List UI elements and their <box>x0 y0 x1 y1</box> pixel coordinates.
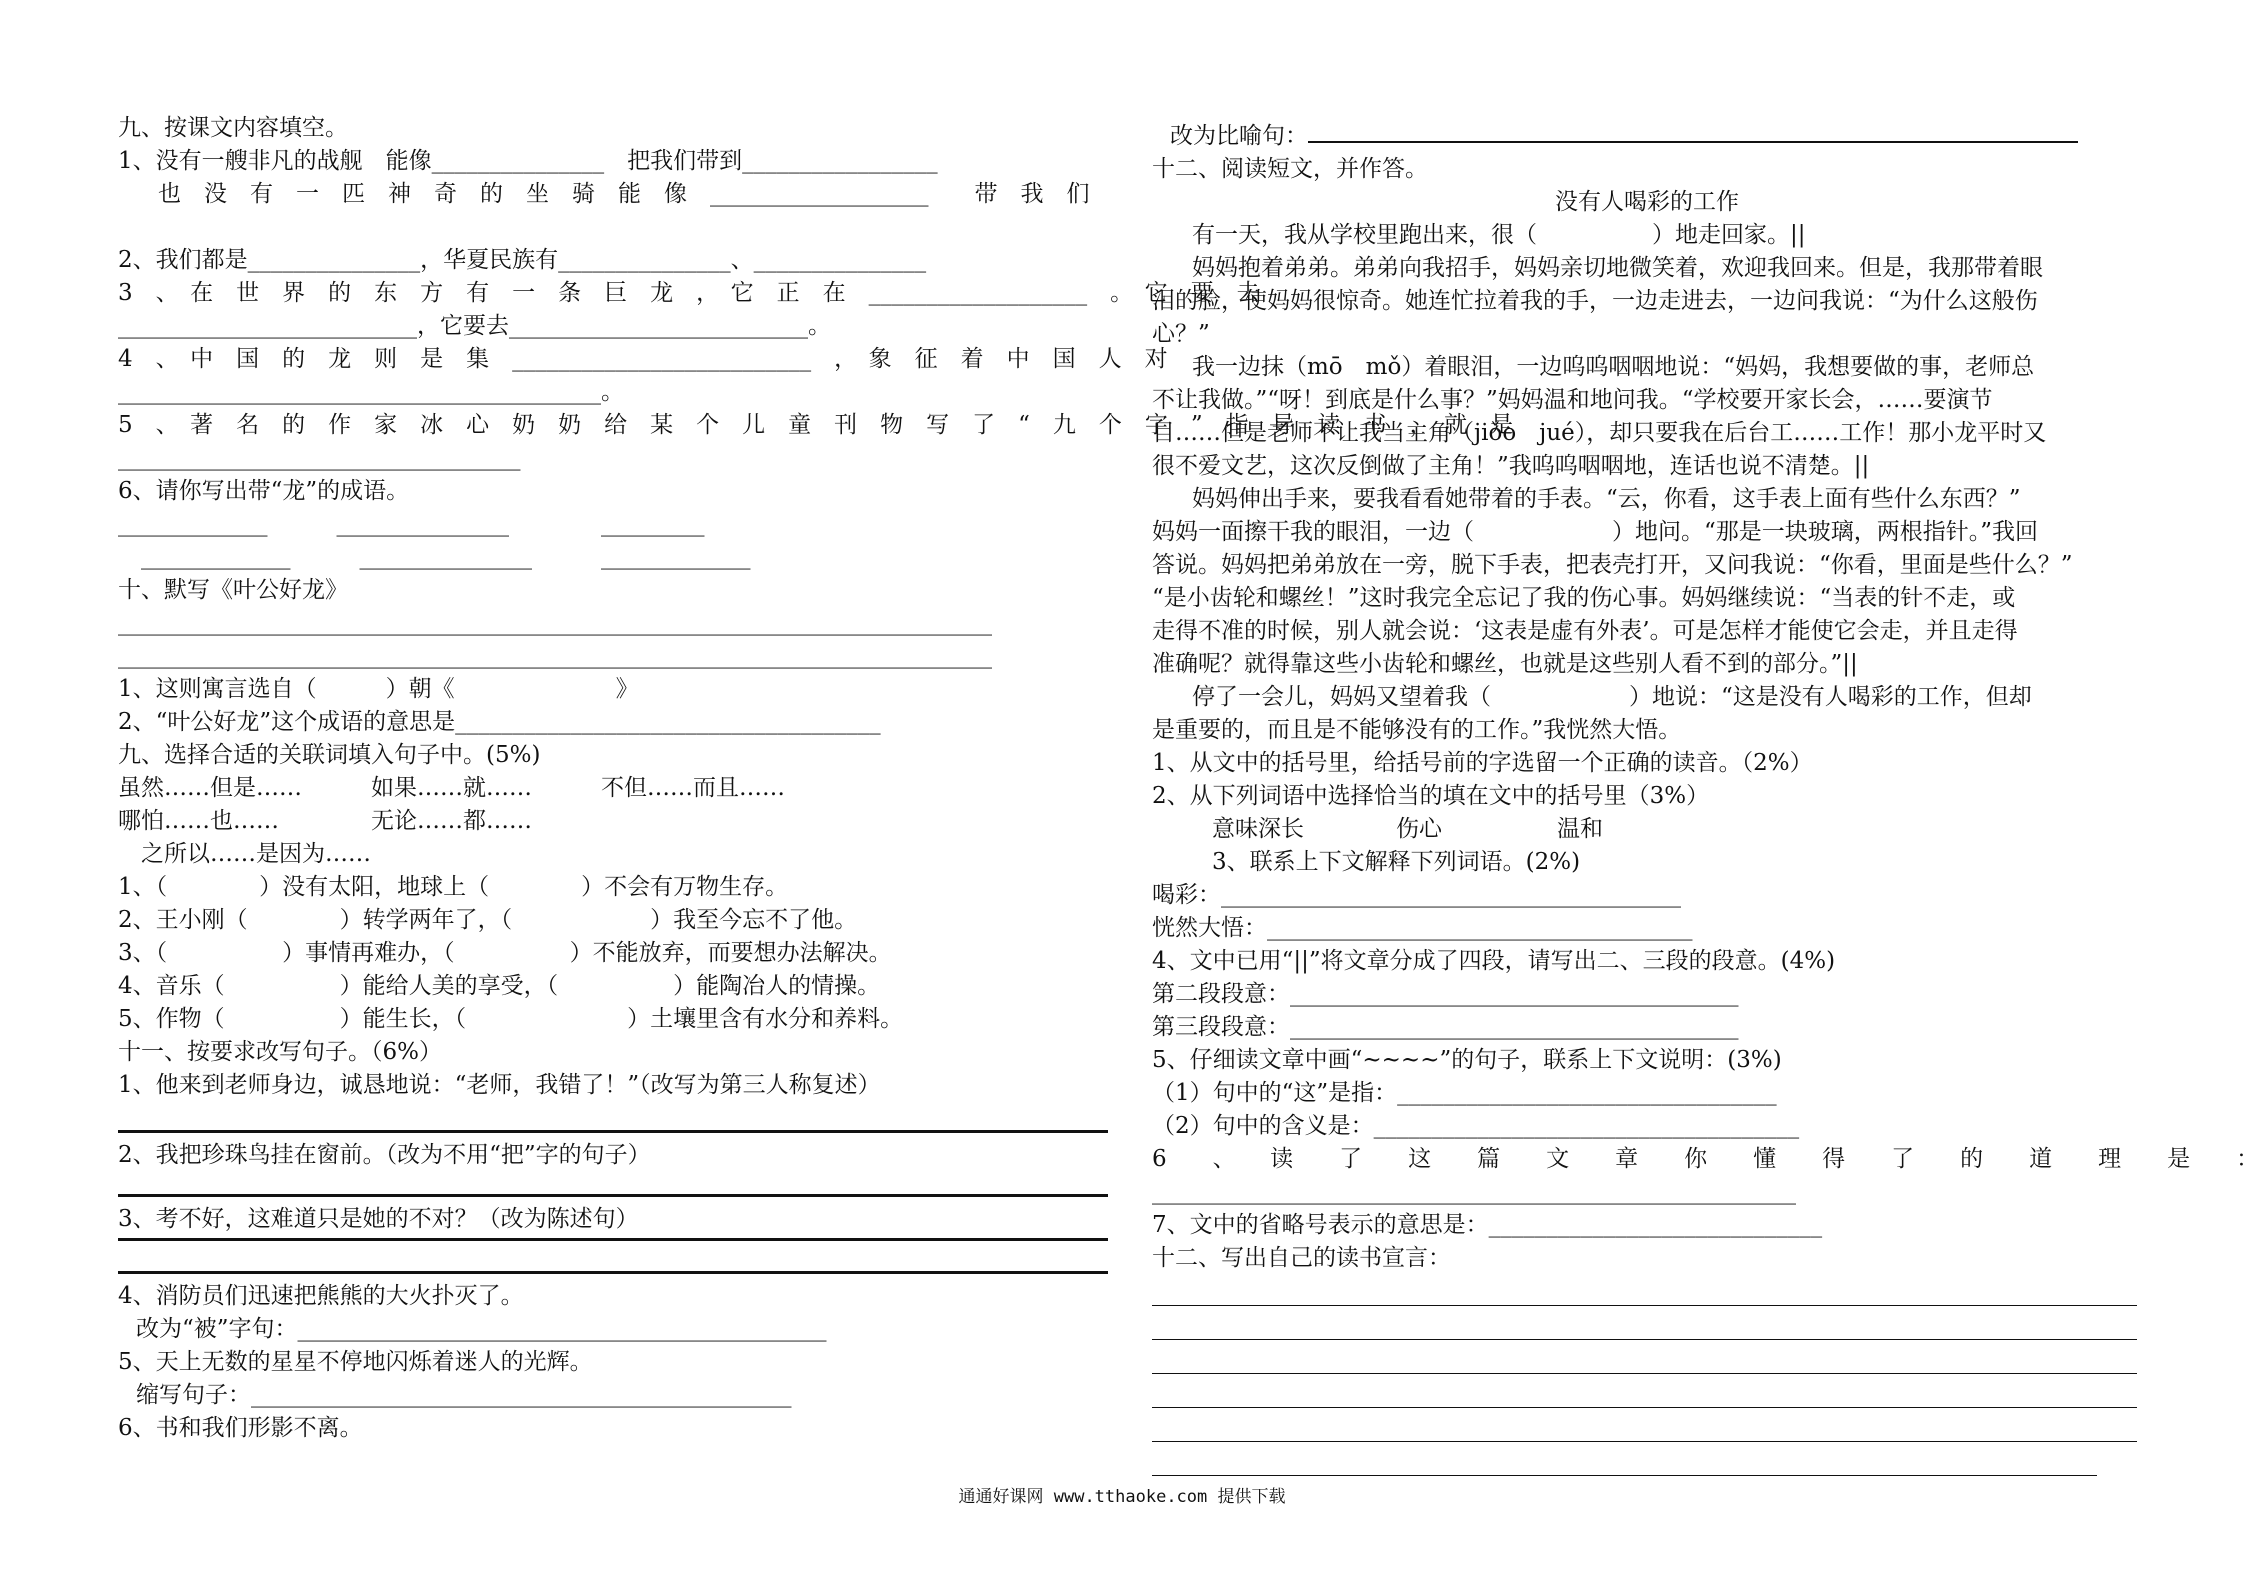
passage-line: 准确呢？就得靠这些小齿轮和螺丝，也就是这些别人看不到的部分。”|| <box>1152 651 1858 677</box>
answer-rule <box>118 1271 1108 1274</box>
question-line: 4、消防员们迅速把熊熊的大火扑灭了。 <box>118 1283 524 1309</box>
section-11-heading: 十一、按要求改写句子。（6%） <box>118 1039 442 1065</box>
answer-rule <box>118 1194 1108 1197</box>
answer-line: ____________________________________________________________________________ <box>118 610 992 636</box>
question-line: 缩写句子：_______________________________________________ <box>136 1382 792 1408</box>
question-line: ___________________________________ <box>118 445 521 471</box>
word-bank-line: 虽然……但是…… 如果……就…… 不但……而且…… <box>118 775 785 801</box>
writing-line <box>1152 1411 2137 1442</box>
answer-line: ________________________________________________________ <box>1152 1179 1796 1205</box>
question-line: 2、王小刚（ ）转学两年了，（ ）我至今忘不了他。 <box>118 907 858 933</box>
question-line: 1、他来到老师身边，诚恳地说：“老师，我错了！”（改写为第三人称复述） <box>118 1072 881 1098</box>
question-line: __________________________________________。 <box>118 379 624 405</box>
passage-line: 是重要的，而且是不能够没有的工作。”我恍然大悟。 <box>1152 717 1682 743</box>
question-line: 1、（ ）没有太阳，地球上（ ）不会有万物生存。 <box>118 874 789 900</box>
writing-line <box>1152 1309 2137 1340</box>
section-12-heading: 十二、阅读短文，并作答。 <box>1152 156 1428 182</box>
right-column <box>1152 120 2259 1479</box>
question-line: 恍然大悟：_____________________________________ <box>1152 915 1693 941</box>
passage-line: 妈妈一面擦干我的眼泪，一边（ ）地问。“那是一块玻璃，两根指针。”我回 <box>1152 519 2039 545</box>
word-bank-line: 哪怕……也…… 无论……都…… <box>118 808 532 834</box>
question-line: 也 没 有 一 匹 神 奇 的 坐 骑 能 像 ___________________ 带 我 们 <box>158 181 1090 207</box>
question-line: 5、作物（ ）能生长，（ ）土壤里含有水分和养料。 <box>118 1006 904 1032</box>
question-line: 喝彩：________________________________________ <box>1152 882 1681 908</box>
question-line: 改为比喻句： <box>1152 120 2142 153</box>
footer-credit: 通通好课网 www.tthaoke.com 提供下载 <box>958 1487 1286 1507</box>
question-line: 1、没有一艘非凡的战舰 能像_______________ 把我们带到_________________ <box>118 148 938 174</box>
writing-line <box>1152 1377 2137 1408</box>
question-line: 改为“被”字句：______________________________________________ <box>136 1316 827 1342</box>
section-9-heading: 九、按课文内容填空。 <box>118 115 348 141</box>
passage-line: 妈妈伸出手来，要我看看她带着的手表。“云，你看，这手表上面有些什么东西？” <box>1192 486 2021 512</box>
answer-rule <box>118 1238 1108 1241</box>
question-line: 5 、 著 名 的 作 家 冰 心 奶 奶 给 某 个 儿 童 刊 物 写 了 “ 九 个 字 ” 指 导 读 书 ， 就 是 <box>118 412 1514 438</box>
writing-line <box>1152 1275 2137 1306</box>
question-line: 1、从文中的括号里，给括号前的字选留一个正确的读音。（2%） <box>1152 750 1813 776</box>
question-line: 6 、 读 了 这 篇 文 章 你 懂 得 了 的 道 理 是 ： <box>1152 1146 2259 1172</box>
passage-line: 心？” <box>1152 321 1210 347</box>
passage-line: “是小齿轮和螺丝！”这时我完全忘记了我的伤心事。妈妈继续说：“当表的针不走，或 <box>1152 585 2016 611</box>
passage-line: 答说。妈妈把弟弟放在一旁，脱下手表，把表壳打开，又问我说：“你看，里面是些什么？” <box>1152 552 2073 578</box>
passage-line: 有一天，我从学校里跑出来，很（ ）地走回家。|| <box>1192 222 1806 248</box>
question-line: 6、书和我们形影不离。 <box>118 1415 363 1441</box>
passage-line: 目……但是老师不让我当主角（jiǒo jué），却只要我在后台工……工作！那小龙平时又 <box>1152 420 2047 446</box>
answer-line: _____________ _______________ _____________ <box>118 544 751 570</box>
question-line: 5、天上无数的星星不停地闪烁着迷人的光辉。 <box>118 1349 593 1375</box>
question-line: 3 、 在 世 界 的 东 方 有 一 条 巨 龙 ， 它 正 在 ___________________ 。 它 要 去 <box>118 280 1260 306</box>
answer-rule <box>118 1130 1108 1133</box>
question-line: 4、音乐（ ）能给人美的享受，（ ）能陶冶人的情操。 <box>118 973 881 999</box>
passage-line: 很不爱文艺，这次反倒做了主角！”我呜呜咽咽地，连话也说不清楚。|| <box>1152 453 1870 479</box>
word-bank-line: 意味深长 伤心 温和 <box>1212 816 1603 842</box>
section-12b-heading: 十二、写出自己的读书宣言： <box>1152 1245 1451 1271</box>
question-line: 第三段段意：_______________________________________ <box>1152 1014 1739 1040</box>
answer-line: _____________ _______________ _________ <box>118 511 705 537</box>
section-9b-heading: 九、选择合适的关联词填入句子中。(5%) <box>118 742 541 768</box>
passage-line: 停了一会儿，妈妈又望着我（ ）地说：“这是没有人喝彩的工作，但却 <box>1192 684 2032 710</box>
question-line: 5、仔细读文章中画“~~~~”的句子，联系上下文说明：(3%) <box>1152 1047 1782 1073</box>
passage-line: 泪的脸，使妈妈很惊奇。她连忙拉着我的手，一边走进去，一边问我说：“为什么这般伤 <box>1152 288 2038 314</box>
question-line: 1、这则寓言选自（ ）朝《 》 <box>118 676 639 702</box>
question-line: 6、请你写出带“龙”的成语。 <box>118 478 410 504</box>
passage-line: 不让我做。”“呀！到底是什么事？”妈妈温和地问我。“学校要开家长会，……要演节 <box>1152 387 1993 413</box>
question-line: 2、我们都是_______________，华夏民族有_______________、_______________ <box>118 247 927 273</box>
answer-rule <box>1308 121 2078 143</box>
question-line: 3、考不好，这难道只是她的不对？（改为陈述句） <box>118 1206 639 1232</box>
passage-title: 没有人喝彩的工作 <box>1555 189 1739 215</box>
writing-line <box>1152 1343 2137 1374</box>
question-line: 3、（ ）事情再难办，（ ）不能放弃，而要想办法解决。 <box>118 940 892 966</box>
answer-line: ____________________________________________________________________________ <box>118 643 992 669</box>
question-line: 4、文中已用“||”将文章分成了四段，请写出二、三段的段意。(4%) <box>1152 948 1836 974</box>
passage-line: 我一边抹（mō mǒ）着眼泪，一边呜呜咽咽地说：“妈妈，我想要做的事，老师总 <box>1192 354 2035 380</box>
question-line: 2、从下列词语中选择恰当的填在文中的括号里（3%） <box>1152 783 1710 809</box>
passage-line: 走得不准的时候，别人就会说：‘这表是虚有外表’。可是怎样才能使它会走，并且走得 <box>1152 618 2018 644</box>
section-10-heading: 十、默写《叶公好龙》 <box>118 577 348 603</box>
question-line: 2、“叶公好龙”这个成语的意思是_____________________________________ <box>118 709 881 735</box>
question-line: （2）句中的含义是：_____________________________________ <box>1152 1113 1800 1139</box>
question-line: 7、文中的省略号表示的意思是：_____________________________ <box>1152 1212 1823 1238</box>
question-line: 第二段段意：_______________________________________ <box>1152 981 1739 1007</box>
question-line: 4 、 中 国 的 龙 则 是 集 __________________________ ， 象 征 着 中 国 人 对 <box>118 346 1168 372</box>
writing-line <box>1152 1445 2097 1476</box>
question-line: 3、联系上下文解释下列词语。(2%) <box>1212 849 1581 875</box>
passage-line: 妈妈抱着弟弟。弟弟向我招手，妈妈亲切地微笑着，欢迎我回来。但是，我那带着眼 <box>1192 255 2043 281</box>
word-bank-line: 之所以……是因为…… <box>118 841 371 867</box>
question-line: 2、我把珍珠鸟挂在窗前。（改为不用“把”字的句子） <box>118 1142 651 1168</box>
question-line: __________________________，它要去__________________________。 <box>118 313 831 339</box>
question-line: （1）句中的“这”是指：_________________________________ <box>1152 1080 1777 1106</box>
